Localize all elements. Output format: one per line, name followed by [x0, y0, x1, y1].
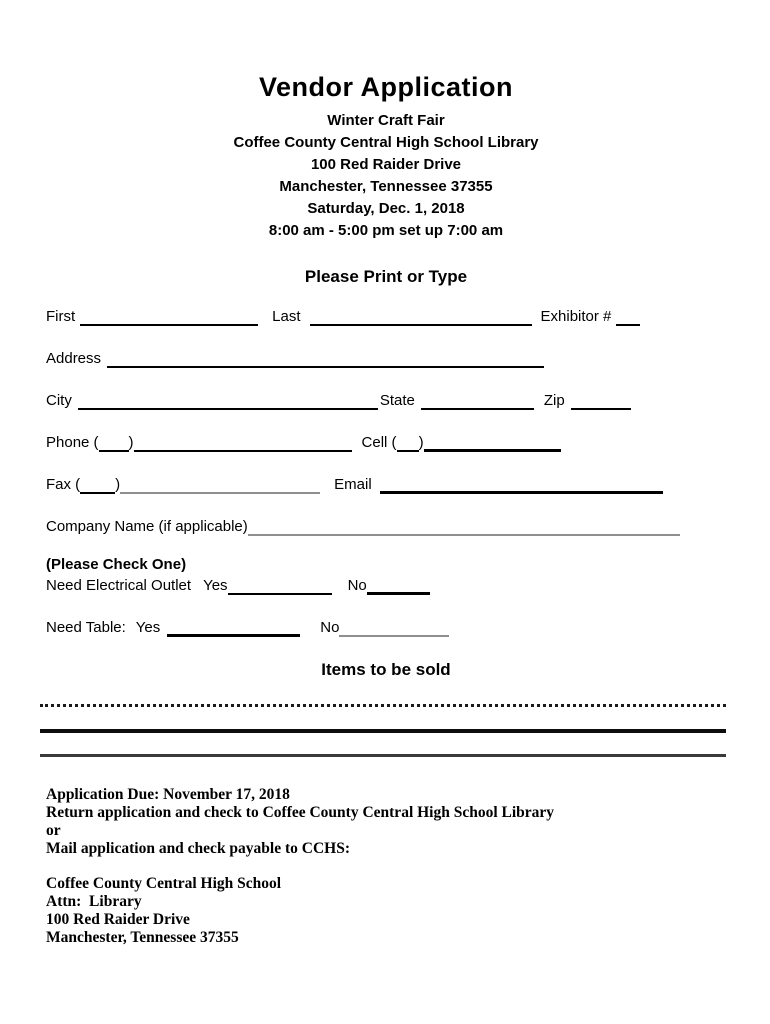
event-city-state: Manchester, Tennessee 37355: [279, 178, 493, 195]
table-yes-blank[interactable]: [167, 620, 300, 637]
need-table-label: Need Table:: [46, 619, 126, 636]
return-application-line: Return application and check to Coffee County Central High School Library: [46, 804, 555, 821]
items-write-line-2[interactable]: [40, 729, 726, 733]
phone-number-blank[interactable]: [134, 435, 352, 452]
or-line: or: [46, 822, 61, 839]
table-no-blank[interactable]: [339, 620, 449, 637]
first-name-label: First: [46, 308, 76, 325]
exhibitor-number-blank[interactable]: [616, 309, 640, 326]
page-title: Vendor Application: [258, 72, 514, 102]
email-blank[interactable]: [380, 477, 663, 494]
electrical-yes-label: Yes: [203, 577, 228, 594]
address-blank[interactable]: [107, 351, 544, 368]
event-details: [46, 110, 726, 242]
city-state-zip-row: [46, 390, 726, 410]
event-venue: Coffee County Central High School Library: [233, 134, 539, 151]
state-label: State: [379, 392, 415, 409]
table-no-label: No: [320, 619, 340, 636]
cell-paren-close: ): [418, 434, 424, 451]
phone-label: Phone (: [46, 434, 99, 451]
city-label: City: [46, 392, 72, 409]
fax-paren-close: ): [115, 476, 121, 493]
table-yes-label: Yes: [135, 619, 161, 636]
items-to-be-sold-heading: Items to be sold: [321, 660, 451, 679]
zip-label: Zip: [543, 392, 565, 409]
company-name-label: Company Name (if applicable): [46, 518, 248, 535]
first-name-blank[interactable]: [80, 309, 258, 326]
electrical-outlet-row: [46, 575, 726, 595]
print-or-type-heading: Please Print or Type: [304, 267, 468, 286]
zip-blank[interactable]: [571, 393, 631, 410]
mailing-address: [46, 875, 726, 947]
mail-payable-line: Mail application and check payable to CCHS:: [46, 840, 350, 857]
phone-area-code-blank[interactable]: [99, 435, 129, 452]
mail-street-line: 100 Red Raider Drive: [46, 911, 190, 928]
electrical-outlet-label: Need Electrical Outlet: [46, 577, 192, 594]
address-row: [46, 348, 726, 368]
application-instructions: [46, 786, 726, 858]
phone-paren-close: ): [128, 434, 134, 451]
mail-school-line: Coffee County Central High School: [46, 875, 282, 892]
event-hours: 8:00 am - 5:00 pm set up 7:00 am: [268, 222, 504, 239]
fax-label: Fax (: [46, 476, 81, 493]
event-date: Saturday, Dec. 1, 2018: [307, 200, 465, 217]
event-street: 100 Red Raider Drive: [310, 156, 462, 173]
company-name-row: [46, 516, 726, 536]
name-row: [46, 306, 726, 326]
fax-email-row: [46, 474, 726, 494]
exhibitor-number-label: Exhibitor #: [540, 308, 612, 325]
need-table-row: [46, 617, 726, 637]
items-write-line-3[interactable]: [40, 754, 726, 757]
phone-cell-row: [46, 432, 726, 452]
state-blank[interactable]: [421, 393, 534, 410]
event-name: Winter Craft Fair: [327, 112, 445, 129]
electrical-no-blank[interactable]: [367, 578, 430, 595]
address-label: Address: [46, 350, 102, 367]
company-name-blank[interactable]: [248, 519, 680, 536]
city-blank[interactable]: [78, 393, 378, 410]
cell-area-code-blank[interactable]: [397, 435, 419, 452]
electrical-yes-blank[interactable]: [228, 578, 332, 595]
fax-number-blank[interactable]: [120, 477, 320, 494]
electrical-no-label: No: [347, 577, 367, 594]
mail-city-line: Manchester, Tennessee 37355: [46, 929, 239, 946]
last-name-blank[interactable]: [310, 309, 532, 326]
check-one-heading: (Please Check One): [46, 556, 187, 573]
items-write-line-1[interactable]: [40, 704, 726, 707]
fax-area-code-blank[interactable]: [80, 477, 115, 494]
cell-label: Cell (: [361, 434, 397, 451]
application-due-line: Application Due: November 17, 2018: [46, 786, 290, 803]
email-label: Email: [334, 476, 372, 493]
cell-number-blank[interactable]: [424, 435, 561, 452]
mail-attn-line: Attn: Library: [46, 893, 142, 910]
last-name-label: Last: [272, 308, 301, 325]
